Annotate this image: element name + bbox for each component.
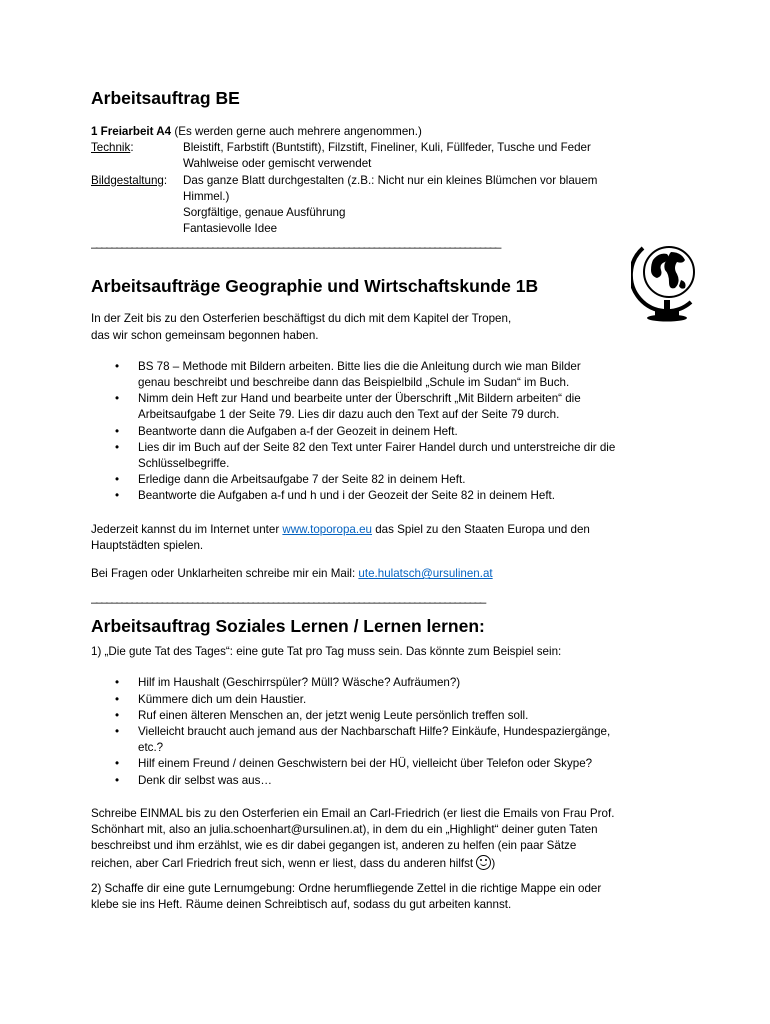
heading-soziales-lernen: Arbeitsauftrag Soziales Lernen / Lernen lernen: <box>91 616 485 637</box>
list-item <box>138 472 681 488</box>
bild-line: Fantasievolle Idee <box>183 222 278 236</box>
freiarbeit-bold: 1 Freiarbeit A4 <box>91 125 172 138</box>
bild-line: Sorgfältige, genaue Ausführung <box>183 206 346 220</box>
mail-text: Bei Fragen oder Unklarheiten schreibe mir ein Mail: <box>91 567 359 581</box>
bildgestaltung-colon: : <box>163 173 168 187</box>
list-item-line: • Denk dir selbst was aus… <box>138 773 273 787</box>
internet-text: Jederzeit kannst du im Internet unter <box>91 522 283 536</box>
list-item <box>138 773 681 789</box>
technik-label: Technik <box>91 141 131 155</box>
list-item-line: • Vielleicht braucht auch jemand aus der Nachbarschaft Hilfe? Einkäufe, Hundespaziergänge, <box>138 725 611 739</box>
freiarbeit-rest: (Es werden gerne auch mehrere angenommen.) <box>171 125 422 138</box>
intro-line: In der Zeit bis zu den Osterferien beschäftigst du dich mit dem Kapitel der Tropen, <box>91 312 512 326</box>
task-list <box>91 359 681 505</box>
internet-line-2: Hauptstädten spielen. <box>91 538 204 552</box>
list-item <box>138 708 681 724</box>
paragraph-line: Schönhart mit, also an julia.schoenhart@ursulinen.at), in dem du ein „Highlight“ deiner guten Taten <box>91 823 598 837</box>
list-item-line: Arbeitsaufgabe 1 der Seite 79. Lies dir dazu auch den Text auf der Seite 79 durch. <box>138 408 560 422</box>
list-item <box>138 359 681 391</box>
list-item <box>138 756 681 772</box>
list-item <box>138 692 681 708</box>
list-item-line: etc.? <box>138 741 164 755</box>
winking-smiley-icon <box>476 855 491 870</box>
paragraph-line: 2) Schaffe dir eine gute Lernumgebung: Ordne herumfliegende Zettel in die richtige Mappe ein oder <box>91 881 602 895</box>
section-geographie <box>91 274 681 604</box>
list-item-line: • Hilf einem Freund / deinen Geschwistern bei der HÜ, vielleicht über Telefon oder Skype? <box>138 757 593 771</box>
intro-line: das wir schon gemeinsam begonnen haben. <box>91 328 319 342</box>
heading-be: Arbeitsauftrag BE <box>91 88 240 108</box>
internet-text: das Spiel zu den Staaten Europa und den <box>372 522 590 536</box>
list-item-line: • Lies dir im Buch auf der Seite 82 den Text unter Fairer Handel durch und unterstreiche dir die <box>138 440 616 454</box>
list-item-line: • Kümmere dich um dein Haustier. <box>138 692 307 706</box>
list-item-line: • Beantworte die Aufgaben a-f und h und i der Geozeit der Seite 82 in deinem Heft. <box>138 489 556 503</box>
freiarbeit-line <box>91 124 681 140</box>
document-page <box>91 86 681 913</box>
bildgestaltung-row <box>91 173 681 238</box>
globe-icon <box>631 240 703 322</box>
list-item-line: • Erledige dann die Arbeitsaufgabe 7 der Seite 82 in deinem Heft. <box>138 473 466 487</box>
lernumgebung-paragraph <box>91 881 681 913</box>
bild-line: Das ganze Blatt durchgestalten (z.B.: Nicht nur ein kleines Blümchen vor blauem <box>183 173 598 187</box>
internet-line <box>91 522 681 538</box>
technik-line: Wahlweise oder gemischt verwendet <box>183 157 372 171</box>
technik-row <box>91 140 681 172</box>
list-item-line: • Nimm dein Heft zur Hand und bearbeite unter der Überschrift „Mit Bildern arbeiten“ die <box>138 392 581 406</box>
paragraph-text: ) <box>491 856 496 870</box>
good-deed-list <box>91 675 681 788</box>
list-item-line: Schlüsselbegriffe. <box>138 457 230 471</box>
technik-colon: : <box>130 141 134 155</box>
paragraph-line: beschreibst und ihm erzählst, wie es dir dabei gegangen ist, anderen zu helfen (ein paar Sätze <box>91 839 577 853</box>
technik-line: Bleistift, Farbstift (Buntstift), Filzstift, Fineliner, Kuli, Füllfeder, Tusche und Feder <box>183 141 591 155</box>
paragraph-line: Schreibe EINMAL bis zu den Osterferien ein Email an Carl-Friedrich (er liest die Emails von Frau Prof. <box>91 806 615 820</box>
separator-rule: ______________________________________________________________________________ <box>91 592 485 605</box>
list-item-line: • BS 78 – Methode mit Bildern arbeiten. Bitte lies die die Anleitung durch wie man Bilder <box>138 359 581 373</box>
gute-tat-intro: 1) „Die gute Tat des Tages“: eine gute Tat pro Tag muss sein. Das könnte zum Beispiel sein: <box>91 645 562 659</box>
email-paragraph <box>91 806 681 872</box>
separator-rule: _________________________________________________________________________________ <box>91 237 500 250</box>
bildgestaltung-label: Bildgestaltung <box>91 173 164 187</box>
list-item-line: • Ruf einen älteren Menschen an, der jetzt wenig Leute persönlich treffen soll. <box>138 708 529 722</box>
bild-line: Himmel.) <box>183 189 230 203</box>
mail-line <box>91 566 681 582</box>
list-item-line: • Hilf im Haushalt (Geschirrspüler? Müll? Wäsche? Aufräumen?) <box>138 676 461 690</box>
section-be <box>91 86 681 249</box>
list-item <box>138 440 681 472</box>
list-item <box>138 488 681 504</box>
list-item-line: genau beschreibt und beschreibe dann das Beispielbild „Schule im Sudan“ im Buch. <box>138 376 570 390</box>
mail-link[interactable]: ute.hulatsch@ursulinen.at <box>358 567 493 581</box>
heading-geographie: Arbeitsaufträge Geographie und Wirtschaftskunde 1B <box>91 276 539 297</box>
list-item-line: • Beantworte dann die Aufgaben a-f der Geozeit in deinem Heft. <box>138 424 458 438</box>
list-item <box>138 391 681 423</box>
bildgestaltung-values <box>183 173 681 238</box>
section-soziales-lernen <box>91 614 681 913</box>
technik-values <box>183 140 681 172</box>
paragraph-text: reichen, aber Carl Friedrich freut sich, wenn er liest, dass du anderen hilfst <box>91 856 477 870</box>
paragraph-line: klebe sie ins Heft. Räume deinen Schreibtisch auf, sodass du gut arbeiten kannst. <box>91 897 512 911</box>
list-item <box>138 724 681 756</box>
toporopa-link[interactable]: www.toporopa.eu <box>282 522 372 536</box>
list-item <box>138 675 681 691</box>
list-item <box>138 424 681 440</box>
paragraph-line <box>91 855 681 872</box>
